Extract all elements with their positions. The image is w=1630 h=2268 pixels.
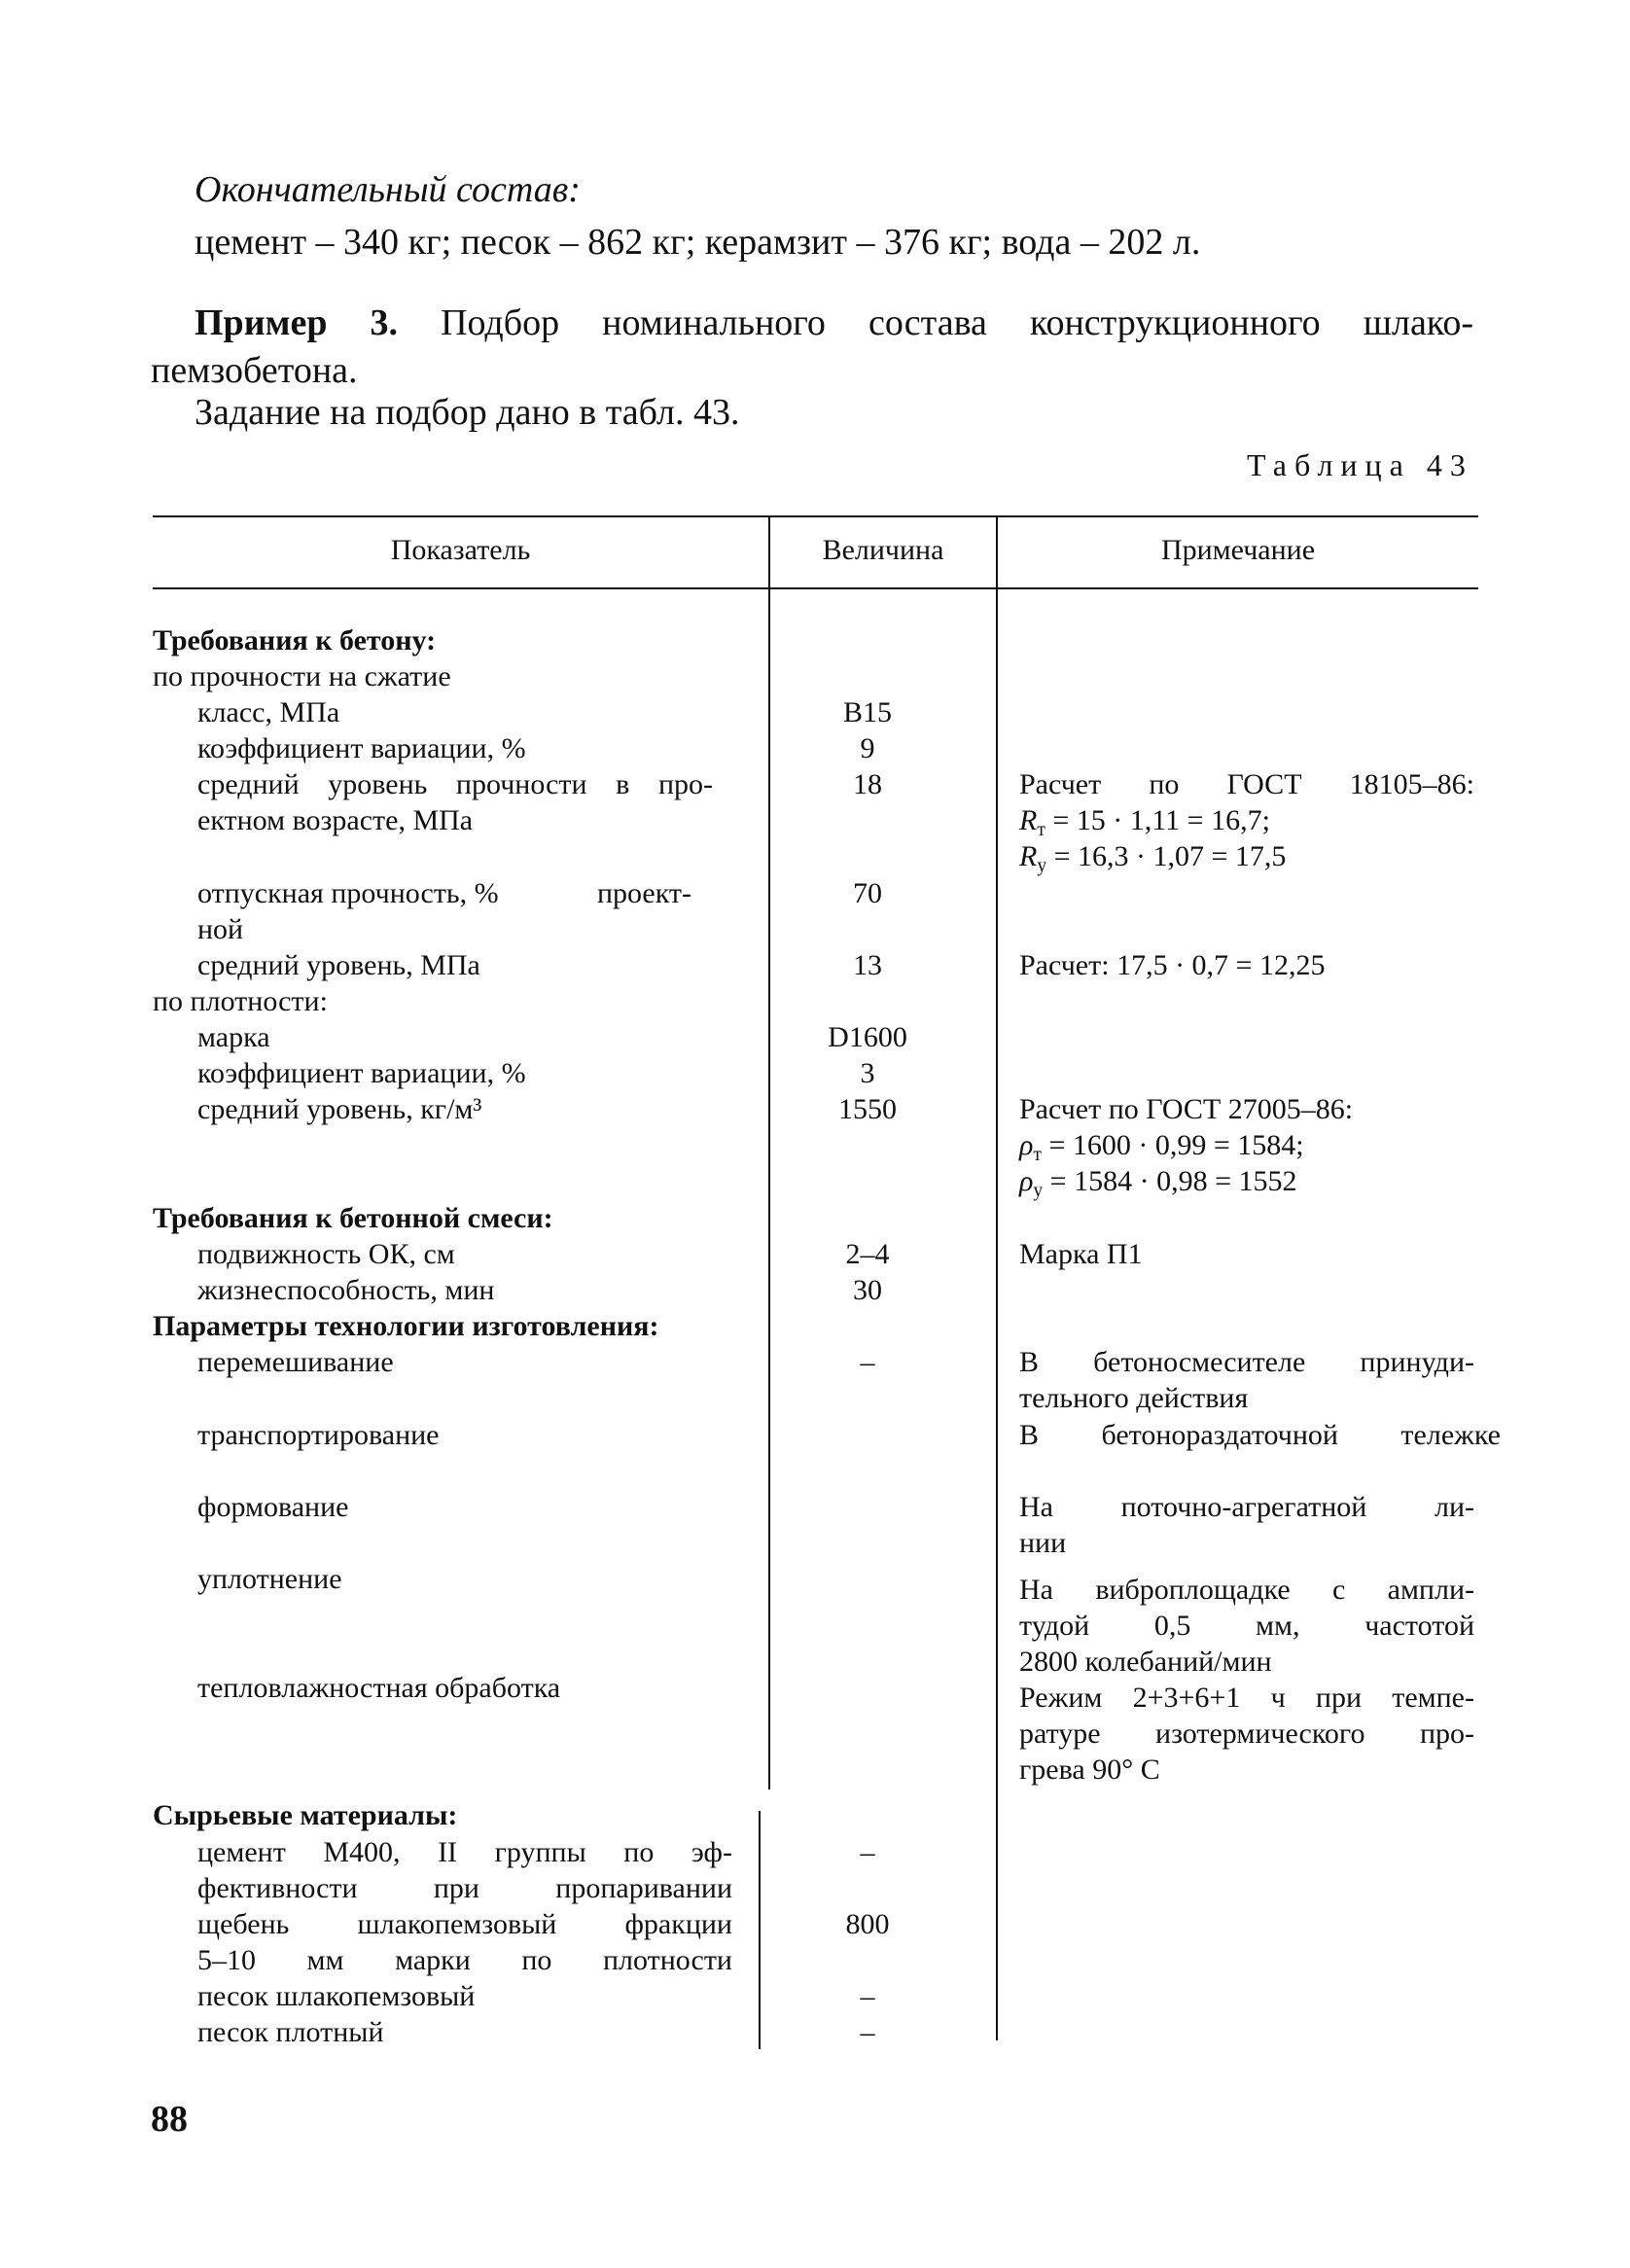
param-cement-2: фективности при пропаривании	[197, 1872, 732, 1904]
param-density-variation: коэффициент вариации, %	[197, 1057, 526, 1089]
subscript-t: т	[1033, 1144, 1042, 1165]
value-density-variation: 3	[860, 1057, 875, 1089]
note-strength-calc-3-text: = 16,3 · 1,07 = 17,5	[1046, 840, 1287, 872]
note-strength-calc-1: Расчет по ГОСТ 18105–86:	[1019, 768, 1474, 800]
param-grade: марка	[197, 1021, 270, 1053]
note-compaction-2: тудой 0,5 мм, частотой	[1019, 1610, 1474, 1642]
note-density-calc-1: Расчет по ГОСТ 27005–86:	[1019, 1093, 1354, 1125]
example-text-1: Подбор номинального состава конструкционного шлако-	[441, 302, 1473, 343]
note-forming-2: нии	[1019, 1527, 1067, 1559]
note-density-calc-3	[1019, 1167, 1296, 1200]
value-release-strength: 70	[853, 877, 882, 909]
symbol-r: R	[1019, 804, 1038, 836]
note-strength-calc-2-text: = 15 · 1,11 = 16,7;	[1045, 804, 1270, 836]
symbol-rho: ρ	[1019, 1129, 1034, 1161]
value-pot-life: 30	[853, 1274, 882, 1306]
param-release-strength-2: ной	[197, 913, 244, 945]
example-line-1	[195, 304, 1473, 341]
note-density-calc-2-text: = 1600 · 0,99 = 1584;	[1041, 1129, 1304, 1161]
section-concrete-requirements: Требования к бетону:	[153, 624, 437, 656]
note-strength-calc-2	[1019, 806, 1270, 839]
subscript-t: т	[1037, 819, 1045, 840]
note-density-calc-3-text: = 1584 · 0,98 = 1552	[1043, 1165, 1297, 1197]
param-strength: по прочности на сжатие	[153, 660, 451, 692]
param-heat-treatment: тепловлажностная обработка	[197, 1672, 561, 1704]
note-workability: Марка П1	[1019, 1238, 1143, 1270]
subscript-u: у	[1033, 1180, 1044, 1201]
note-compaction-1: На виброплощадке с ампли-	[1019, 1574, 1474, 1606]
table-caption: Таблица 43	[1247, 447, 1473, 482]
symbol-rho: ρ	[1019, 1165, 1034, 1197]
table-col-divider-2	[996, 515, 998, 2040]
header-note: Примечание	[1160, 534, 1316, 566]
param-slag-sand: песок шлакопемзовый	[197, 1980, 476, 2012]
param-variation-coef: коэффициент вариации, %	[197, 732, 526, 764]
param-workability: подвижность ОК, см	[197, 1238, 455, 1270]
header-parameter: Показатель	[390, 534, 531, 566]
note-density-calc-2	[1019, 1131, 1304, 1164]
value-mean-level: 13	[853, 949, 882, 981]
note-transport: В бетонораздаточной тележке	[1019, 1419, 1501, 1451]
header-value: Величина	[822, 534, 944, 566]
value-variation-coef: 9	[860, 732, 875, 764]
value-grade: D1600	[828, 1021, 907, 1053]
subscript-u: у	[1037, 855, 1047, 876]
value-class: В15	[842, 696, 892, 728]
value-gravel: 800	[845, 1908, 890, 1940]
param-density: по плотности:	[153, 985, 328, 1017]
value-cement: –	[860, 1836, 875, 1868]
example-text-2: пемзобетона.	[151, 350, 358, 391]
note-mean-level: Расчет: 17,5 · 0,7 = 12,25	[1019, 949, 1326, 981]
param-mean-level: средний уровень, МПа	[197, 949, 480, 981]
value-mean-strength: 18	[853, 768, 882, 800]
value-mixing: –	[860, 1346, 875, 1378]
section-mix-requirements: Требования к бетонной смеси:	[153, 1202, 553, 1234]
param-mean-strength-2: ектном возрасте, МПа	[197, 804, 474, 836]
param-release-strength-1b: проект-	[597, 877, 692, 909]
note-mixing-2: тельного действия	[1019, 1382, 1249, 1414]
param-release-strength-1a: отпускная прочность, %	[197, 877, 499, 909]
section-technology-params: Параметры технологии изготовления:	[153, 1310, 659, 1342]
symbol-r: R	[1019, 840, 1038, 872]
final-composition-heading: Окончательный состав:	[195, 169, 581, 210]
param-forming: формование	[197, 1491, 349, 1523]
param-gravel-1: щебень шлакопемзовый фракции	[197, 1908, 732, 1940]
param-density-mean: средний уровень, кг/м³	[197, 1093, 482, 1125]
value-density-mean: 1550	[838, 1093, 897, 1125]
table-top-rule	[153, 515, 1478, 517]
note-heat-2: ратуре изотермического про-	[1019, 1718, 1474, 1750]
param-dense-sand: песок плотный	[197, 2016, 384, 2048]
param-class: класс, МПа	[197, 696, 340, 728]
note-mixing-1: В бетоносмесителе принуди-	[1019, 1346, 1474, 1378]
note-forming-1: На поточно-агрегатной ли-	[1019, 1491, 1474, 1523]
value-slag-sand: –	[860, 1980, 875, 2012]
page-number: 88	[151, 2099, 188, 2140]
note-strength-calc-3	[1019, 842, 1286, 875]
param-cement-1: цемент М400, II группы по эф-	[197, 1836, 732, 1868]
param-compaction: уплотнение	[197, 1563, 342, 1595]
note-heat-3: грева 90° С	[1019, 1754, 1160, 1786]
final-composition-line: цемент – 340 кг; песок – 862 кг; керамзит – 376 кг; вода – 202 л.	[195, 222, 1201, 263]
value-dense-sand: –	[860, 2016, 875, 2048]
section-raw-materials: Сырьевые материалы:	[153, 1799, 458, 1831]
param-mean-strength-1: средний уровень прочности в про-	[197, 768, 713, 800]
param-gravel-2: 5–10 мм марки по плотности	[197, 1944, 732, 1976]
param-mixing: перемешивание	[197, 1346, 394, 1378]
table-header-rule	[153, 587, 1478, 589]
param-pot-life: жизнеспособность, мин	[197, 1274, 495, 1306]
example-label: Пример 3.	[195, 302, 399, 343]
note-compaction-3: 2800 колебаний/мин	[1019, 1646, 1272, 1678]
value-workability: 2–4	[845, 1238, 890, 1270]
param-transport: транспортирование	[197, 1419, 440, 1451]
table-col-divider-1-lower	[759, 1811, 761, 2049]
note-heat-1: Режим 2+3+6+1 ч при темпе-	[1019, 1682, 1474, 1714]
task-text: Задание на подбор дано в табл. 43.	[195, 392, 740, 433]
